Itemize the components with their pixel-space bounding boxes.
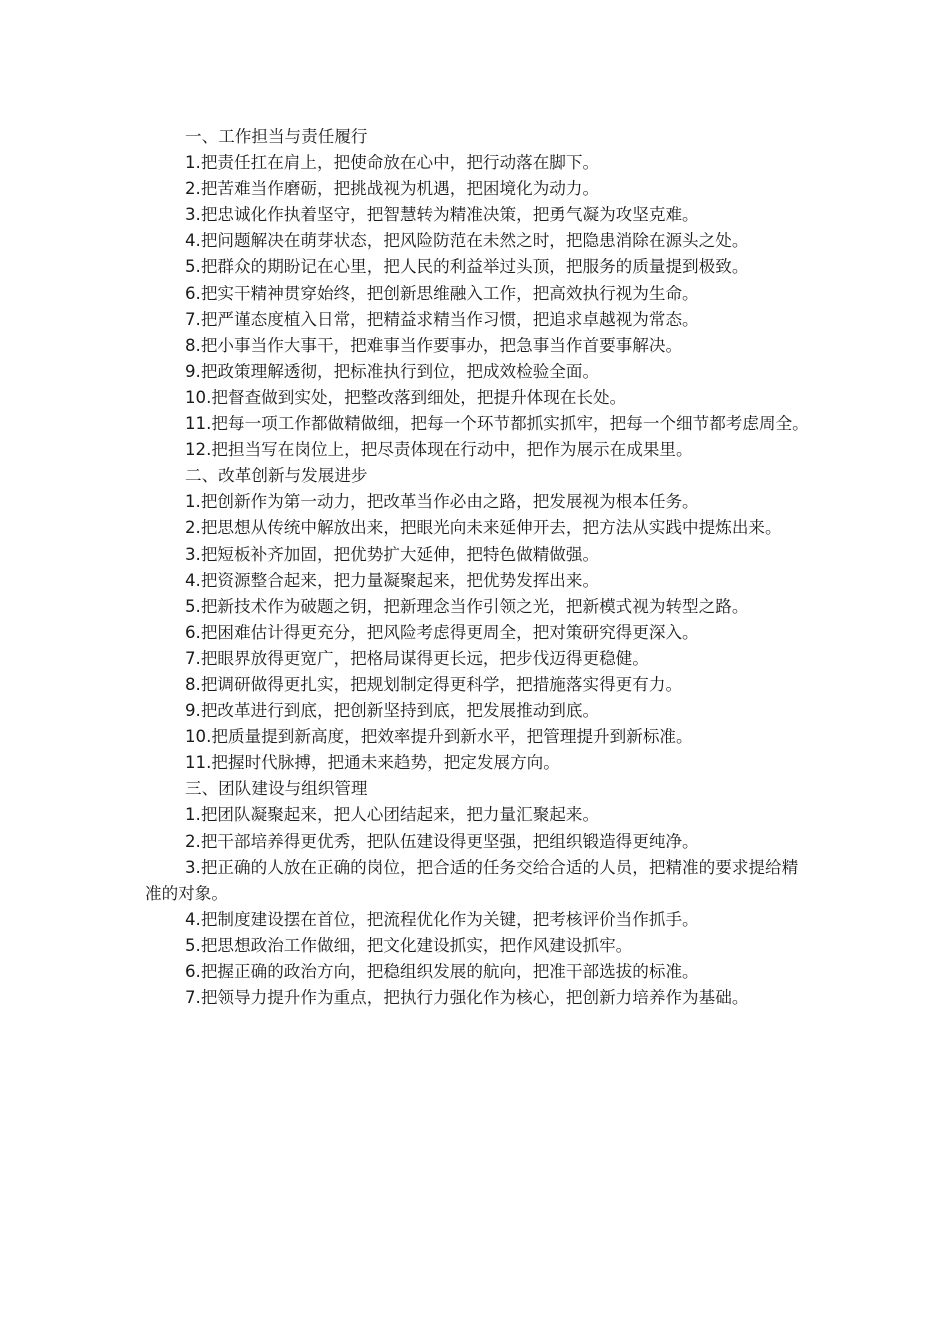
list-item: 10.把督查做到实处，把整改落到细处，把提升体现在长处。 (185, 387, 627, 407)
list-item: 9.把政策理解透彻，把标准执行到位，把成效检验全面。 (185, 361, 600, 381)
list-item: 9.把改革进行到底，把创新坚持到底，把发展推动到底。 (185, 701, 600, 721)
document-body (145, 124, 809, 1011)
section-reform-innovation (145, 463, 809, 776)
list-item: 4.把资源整合起来，把力量凝聚起来，把优势发挥出来。 (185, 570, 600, 590)
list-item: 2.把干部培养得更优秀，把队伍建设得更坚强，把组织锻造得更纯净。 (185, 831, 699, 851)
list-item: 6.把实干精神贯穿始终，把创新思维融入工作，把高效执行视为生命。 (185, 283, 699, 303)
list-item: 5.把新技术作为破题之钥，把新理念当作引领之光，把新模式视为转型之路。 (185, 596, 749, 616)
list-item: 7.把领导力提升作为重点，把执行力强化作为核心，把创新力培养作为基础。 (185, 988, 749, 1008)
list-item: 5.把思想政治工作做细，把文化建设抓实，把作风建设抓牢。 (185, 935, 633, 955)
list-item: 11.把握时代脉搏，把通未来趋势，把定发展方向。 (185, 753, 560, 773)
list-item: 6.把握正确的政治方向，把稳组织发展的航向，把准干部选拔的标准。 (185, 962, 699, 981)
section-team-building (145, 776, 809, 1011)
list-item: 1.把团队凝聚起来，把人心团结起来，把力量汇聚起来。 (185, 805, 600, 825)
list-item: 6.把困难估计得更充分，把风险考虑得更周全，把对策研究得更深入。 (185, 622, 699, 642)
list-item: 7.把严谨态度植入日常，把精益求精当作习惯，把追求卓越视为常态。 (185, 309, 699, 329)
list-item: 12.把担当写在岗位上，把尽责体现在行动中，把作为展示在成果里。 (185, 440, 693, 460)
list-item: 3.把短板补齐加固，把优势扩大延伸，把特色做精做强。 (185, 544, 600, 564)
section-heading: 三、团队建设与组织管理 (185, 779, 368, 799)
list-item: 3.把忠诚化作执着坚守，把智慧转为精准决策，把勇气凝为攻坚克难。 (185, 205, 699, 225)
list-item: 3.把正确的人放在正确的岗位，把合适的任务交给合适的人员，把精准的要求提给精准的对象。 (145, 857, 799, 903)
list-item: 2.把苦难当作磨砺，把挑战视为机遇，把困境化为动力。 (185, 179, 600, 199)
list-item: 7.把眼界放得更宽广，把格局谋得更长远，把步伐迈得更稳健。 (185, 648, 649, 668)
list-item: 4.把问题解决在萌芽状态，把风险防范在未然之时，把隐患消除在源头之处。 (185, 231, 749, 251)
list-item: 10.把质量提到新高度，把效率提升到新水平，把管理提升到新标准。 (185, 727, 693, 747)
section-work-responsibility (145, 124, 809, 463)
list-item: 4.把制度建设摆在首位，把流程优化作为关键，把考核评价当作抓手。 (185, 909, 699, 929)
list-item: 11.把每一项工作都做精做细，把每一个环节都抓实抓牢，把每一个细节都考虑周全。 (185, 414, 809, 434)
section-heading: 二、改革创新与发展进步 (185, 466, 368, 486)
list-item: 5.把群众的期盼记在心里，把人民的利益举过头顶，把服务的质量提到极致。 (185, 257, 749, 277)
section-heading: 一、工作担当与责任履行 (185, 127, 368, 146)
list-item: 1.把责任扛在肩上，把使命放在心中，把行动落在脚下。 (185, 153, 600, 173)
list-item: 8.把小事当作大事干，把难事当作要事办，把急事当作首要事解决。 (185, 335, 683, 355)
list-item: 2.把思想从传统中解放出来，把眼光向未来延伸开去，把方法从实践中提炼出来。 (185, 518, 782, 538)
list-item: 8.把调研做得更扎实，把规划制定得更科学，把措施落实得更有力。 (185, 674, 683, 694)
list-item: 1.把创新作为第一动力，把改革当作必由之路，把发展视为根本任务。 (185, 492, 699, 512)
